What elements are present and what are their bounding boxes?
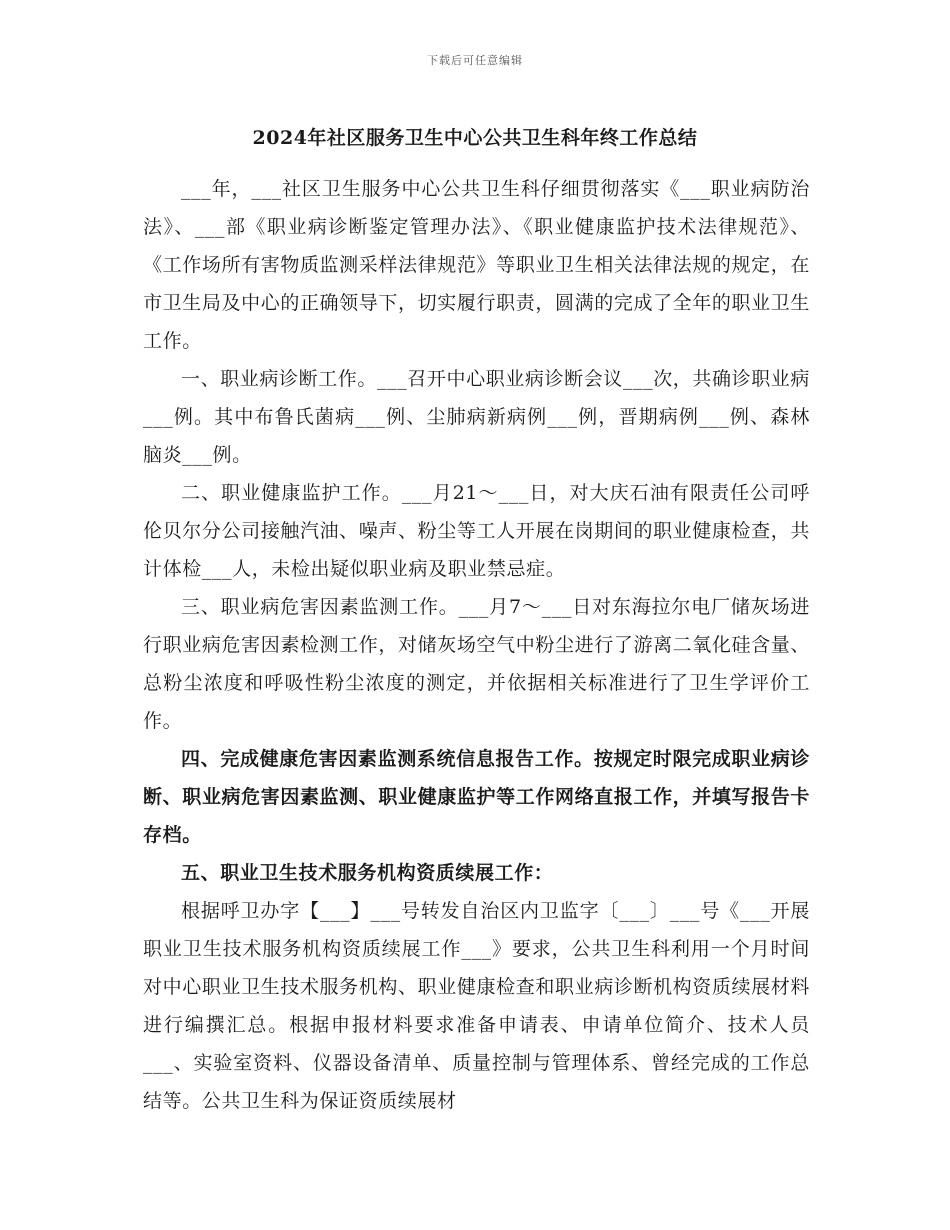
paragraph-section-4: 四、完成健康危害因素监测系统信息报告工作。按规定时限完成职业病诊断、职业病危害因素监测、职业健康监护等工作网络直报工作，并填写报告卡存档。 [143,748,810,846]
paragraph-section-2: 二、职业健康监护工作。___月21～___日，对大庆石油有限责任公司呼伦贝尔分公司接触汽油、噪声、粉尘等工人开展在岗期间的职业健康检查，共计体检___人，未检出疑似职业病及职业禁忌症。 [143,482,810,580]
paragraph-section-5-heading: 五、职业卫生技术服务机构资质续展工作： [181,862,554,884]
document-title: 2024年社区服务卫生中心公共卫生科年终工作总结 [252,127,698,149]
document-body [143,170,810,1120]
page-header-note: 下载后可任意编辑 [427,54,523,67]
paragraph-section-1: 一、职业病诊断工作。___召开中心职业病诊断会议___次，共确诊职业病___例。其中布鲁氏菌病___例、尘肺病新病例___例，晋期病例___例、森林脑炎___例。 [143,368,811,466]
paragraph-section-3: 三、职业病危害因素监测工作。___月7～___日对东海拉尔电厂储灰场进行职业病危害因素检测工作，对储灰场空气中粉尘进行了游离二氧化硅含量、总粉尘浓度和呼吸性粉尘浓度的测定，并依据相关标准进行了卫生学评价工作。 [143,596,810,732]
paragraph-intro: ___年，___社区卫生服务中心公共卫生科仔细贯彻落实《___职业病防治法》、___部《职业病诊断鉴定管理办法》、《职业健康监护技术法律规范》、《工作场所有害物质监测采样法律规范》等职业卫生相关法律法规的规定，在市卫生局及中心的正确领导下，切实履行职责，圆满的完成了全年的职业卫生工作。 [143,178,810,352]
paragraph-section-5-body: 根据呼卫办字【___】___号转发自治区内卫监字〔___〕___号《___开展职业卫生技术服务机构资质续展工作___》要求，公共卫生科利用一个月时间对中心职业卫生技术服务机构、职业健康检查和职业病诊断机构资质续展材料进行编撰汇总。根据申报材料要求准备申请表、申请单位简介、技术人员___、实验室资料、仪器设备清单、质量控制与管理体系、曾经完成的工作总结等。公共卫生科为保证资质续展材 [143,900,810,1112]
